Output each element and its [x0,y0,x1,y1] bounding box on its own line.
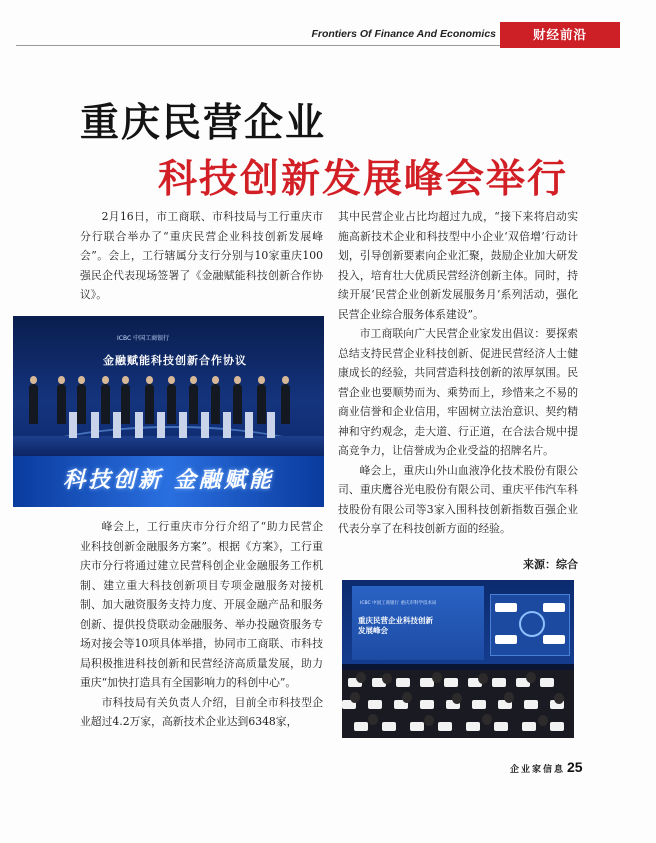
signing-podium [113,412,121,438]
chair [420,700,434,709]
audience-head [382,673,392,684]
paragraph: 其中民营企业占比均超过九成，“接下来将启动实施高新技术企业和科技型中小企业‘双倍增’行动计划，引导创新要素向企业汇聚，鼓励企业加大研发投入，培育壮大优质民营经济创新主体。同时，持续开展‘民营企业创新发展服务月’系列活动，强化民营企业综合服务体系建设”。 [338,210,578,321]
diagram-node [495,603,517,612]
person-figure [167,384,176,424]
audience-head [356,672,366,683]
article-left-top [80,207,323,305]
paragraph: 峰会上，工行重庆市分行介绍了“助力民营企业科技创新金融服务方案”。根据《方案》，工行重庆市分行将通过建立民营科创企业金融服务工作机制、建立重大科技创新项目专项金融服务对接机制、加大融资服务支持力度、开展金融产品和服务创新、提供投贷联动金融服务、举办投融资服务专场对接会等10项具体举措，协同市工商联、市科技局积极推进科技创新和民营经济高质量发展，助力重庆“加快打造具有全国影响力的科创中心”。 [80,520,323,689]
paragraph: 峰会上，重庆山外山血液净化技术股份有限公司、重庆鹰谷光电股份有限公司、重庆平伟汽车科技股份有限公司等3家入围科技创新指数百强企业代表分享了在科技创新方面的经验。 [338,463,578,535]
person-figure [57,384,66,424]
page-number: 25 [567,759,583,775]
screen-logo-text: ICBC 中国工商银行 重庆市科学技术局 [360,601,437,606]
person-figure [77,384,86,424]
screen-title-line-1: 重庆民营企业科技创新 [358,616,433,625]
signing-ceremony-photo [13,316,324,507]
signing-podium [135,412,143,438]
chair [540,678,554,687]
diagram-node [543,603,565,612]
person-figure [145,384,154,424]
person-figure [257,384,266,424]
magazine-name: 企业家信息 [510,765,566,775]
signing-podium [179,412,187,438]
banner-slogan: 科技创新 金融赋能 [63,468,274,493]
section-tag: 财经前沿 [500,22,620,48]
person-figure [281,384,290,424]
audience-head [538,715,548,726]
stage-floor [13,436,324,456]
chair [494,722,508,731]
photo-screen-text: 金融赋能科技创新合作协议 [103,354,247,367]
audience-head [432,672,442,683]
chair [492,678,506,687]
photo-logo-text: ICBC 中国工商银行 [117,335,170,342]
person-figure [189,384,198,424]
summit-venue-photo [342,580,574,738]
chair [444,678,458,687]
screen-title [358,616,433,636]
paragraph: 市工商联向广大民营企业家发出倡议：要探索总结支持民营企业科技创新、促进民营经济人士健康成长的经验，共同营造科技创新的浓厚氛围。民营企业也要顺势而为、乘势而上，珍惜来之不易的商业信誉和企业信用，牢固树立法治意识、契约精神和守约观念，走大道、行正道，在合法合规中提高竞争力，让信誉成为企业受益的招牌名片。 [338,327,578,457]
person-figure [211,384,220,424]
diagram-ring [519,611,545,637]
paragraph: 市科技局有关负责人介绍，目前全市科技型企业超过4.2万家，高新技术企业达到6348家， [80,695,323,728]
chair [410,722,424,731]
headline-line-2: 科技创新发展峰会举行 [158,157,569,202]
diagram-node [495,635,517,644]
audience-head [504,692,514,703]
chair [382,722,396,731]
signing-podium [157,412,165,438]
article-right [338,207,578,539]
article-left-bottom [80,517,323,732]
chair [438,722,452,731]
audience-head [402,692,412,703]
diagram-node [543,635,565,644]
person-figure [121,384,130,424]
chair [524,700,538,709]
audience-head [478,673,488,684]
chair [466,722,480,731]
chair [472,700,486,709]
side-screen-diagram [490,594,570,656]
audience-area [342,670,574,738]
paragraph: 2月16日，市工商联、市科技局与工行重庆市分行联合举办了“重庆民营企业科技创新发展峰会”。会上，工行辖属分支行分别与10家重庆100强民企代表现场签署了《金融赋能科技创新合作协议》。 [80,210,323,301]
signing-podium [69,412,77,438]
signing-podium [267,412,275,438]
section-title-english: Frontiers Of Finance And Economics [311,28,496,40]
signing-podium [223,412,231,438]
audience-head [368,714,378,725]
header-rule [16,45,500,46]
chair [550,722,564,731]
audience-head [526,672,536,683]
signing-podium [91,412,99,438]
audience-head [424,715,434,726]
person-figure [233,384,242,424]
audience-head [482,714,492,725]
audience-head [350,692,360,703]
chair [396,678,410,687]
person-figure [101,384,110,424]
screen-title-line-2: 发展峰会 [358,626,388,635]
person-figure [29,384,38,424]
chair [368,700,382,709]
audience-head [452,693,462,704]
headline-line-1: 重庆民营企业 [80,101,327,146]
article-source: 来源：综合 [523,558,578,571]
chair [522,722,536,731]
signing-podium [201,412,209,438]
audience-head [554,693,564,704]
signing-podium [245,412,253,438]
chair [354,722,368,731]
